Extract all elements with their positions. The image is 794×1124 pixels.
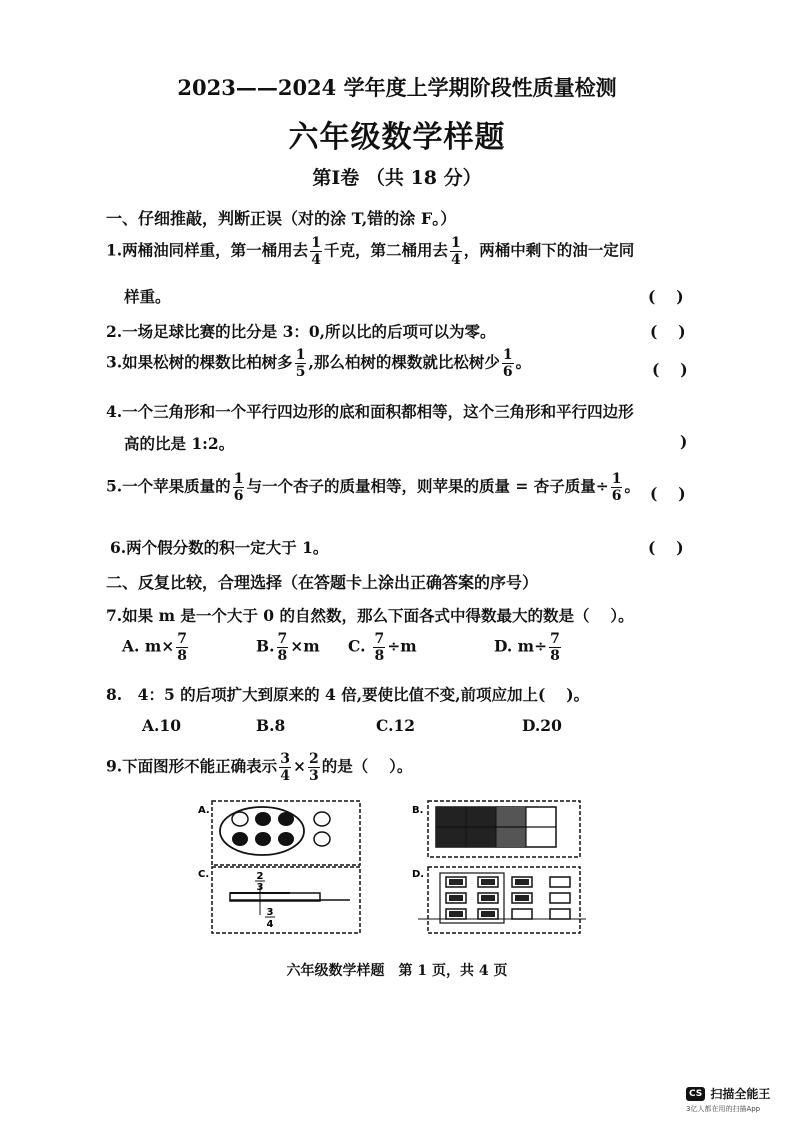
figure-a-label: A. <box>198 805 210 816</box>
question-6: 6.两个假分数的积一定大于 1。 <box>110 538 329 557</box>
figure-c-label: C. <box>198 869 210 880</box>
fraction: $\frac{7}{8}$ <box>177 631 187 664</box>
fraction: $\frac{1}{5}$ <box>295 347 306 380</box>
figure-a <box>198 801 360 865</box>
fraction: $\frac{7}{8}$ <box>550 631 560 664</box>
fraction: $\frac{7}{8}$ <box>374 631 385 664</box>
answer-blank: ( ) <box>648 538 684 557</box>
figure-d <box>412 867 586 933</box>
option-c: C.12 <box>376 716 416 735</box>
fraction: $\frac{7}{8}$ <box>277 631 288 664</box>
question-2: 2.一场足球比赛的比分是 3：0,所以比的后项可以为零。 <box>106 322 496 341</box>
figure-d-label: D. <box>412 869 425 880</box>
option-a: A.10 <box>142 716 181 735</box>
scanner-watermark <box>686 1083 770 1102</box>
scanner-app-name: 扫描全能王 <box>710 1087 771 1101</box>
fraction: $\frac{2}{3}$ <box>308 751 319 784</box>
question-4: 4.一个三角形和一个平行四边形的底和面积都相等，这个三角形和平行四边形 <box>106 402 634 421</box>
option-c: C. $\frac{7}{8}$ ÷m <box>348 631 417 664</box>
option-b: B. $\frac{7}{8}$ ×m <box>256 631 320 664</box>
question-4-continued: 高的比是 1:2。 <box>124 434 235 453</box>
option-b: B.8 <box>256 716 286 735</box>
camscanner-logo-icon: CS <box>686 1087 705 1101</box>
figure-b-label: B. <box>412 805 424 816</box>
section-2-heading: 二、反复比较，合理选择（在答题卡上涂出正确答案的序号） <box>106 573 539 592</box>
paper-section-title: 第Ⅰ卷 （共 18 分） <box>312 167 482 189</box>
option-a: A. m× $\frac{7}{8}$ <box>122 631 187 664</box>
figure-c-bottom-denominator: 4 <box>266 919 274 930</box>
question-9-figures <box>190 795 590 940</box>
page-footer: 六年级数学样题 第 1 页，共 4 页 <box>286 963 508 979</box>
figure-c-bottom-numerator: 3 <box>266 907 274 918</box>
fraction: $\frac{1}{4}$ <box>450 235 461 268</box>
question-5: 5.一个苹果质量的 $\frac{1}{6}$ 与一个杏子的质量相等，则苹果的质量 = 杏子质量÷ $\frac{1}{6}$ 。 <box>106 471 640 504</box>
figure-c-top-denominator: 3 <box>256 882 264 893</box>
section-1-heading: 一、仔细推敲，判断正误（对的涂 T,错的涂 F。） <box>106 209 457 228</box>
fraction: $\frac{1}{6}$ <box>611 471 622 504</box>
fraction: $\frac{1}{6}$ <box>233 471 244 504</box>
option-d: D.20 <box>522 716 562 735</box>
fraction: $\frac{1}{6}$ <box>502 347 513 380</box>
question-8: 8. 4：5 的后项扩大到原来的 4 倍,要使比值不变,前项应加上( )。 <box>106 685 590 704</box>
page-title: 六年级数学样题 <box>288 120 506 155</box>
answer-blank: ( ) <box>648 287 684 306</box>
answer-blank: ( ) <box>652 360 688 379</box>
scanner-tagline: 3亿人都在用的扫描App <box>686 1105 761 1113</box>
question-7: 7.如果 m 是一个大于 0 的自然数，那么下面各式中得数最大的数是（ ）。 <box>106 606 634 625</box>
fraction: $\frac{3}{4}$ <box>280 751 290 784</box>
exam-header-line: 2023——2024 学年度上学期阶段性质量检测 <box>177 75 617 100</box>
option-d: D. m÷ $\frac{7}{8}$ <box>494 631 560 664</box>
figure-c-top-numerator: 2 <box>256 871 264 882</box>
question-9: 9.下面图形不能正确表示 $\frac{3}{4}$ × $\frac{2}{3}$ 的是（ ）。 <box>106 751 413 784</box>
answer-blank: ( ) <box>650 484 686 503</box>
figure-b <box>412 801 580 857</box>
question-1-continued: 样重。 <box>124 287 171 306</box>
question-3: 3.如果松树的棵数比柏树多 $\frac{1}{5}$ ,那么柏树的棵数就比松树少 $\frac{1}{6}$ 。 <box>106 347 532 380</box>
answer-blank: ( ) <box>650 322 686 341</box>
fraction: $\frac{1}{4}$ <box>311 235 321 268</box>
figure-c <box>198 867 360 933</box>
question-1: 1.两桶油同样重，第一桶用去 $\frac{1}{4}$ 千克，第二桶用去 $\frac{1}{4}$ ，两桶中剩下的油一定同 <box>106 235 635 268</box>
answer-blank: ) <box>680 432 688 451</box>
